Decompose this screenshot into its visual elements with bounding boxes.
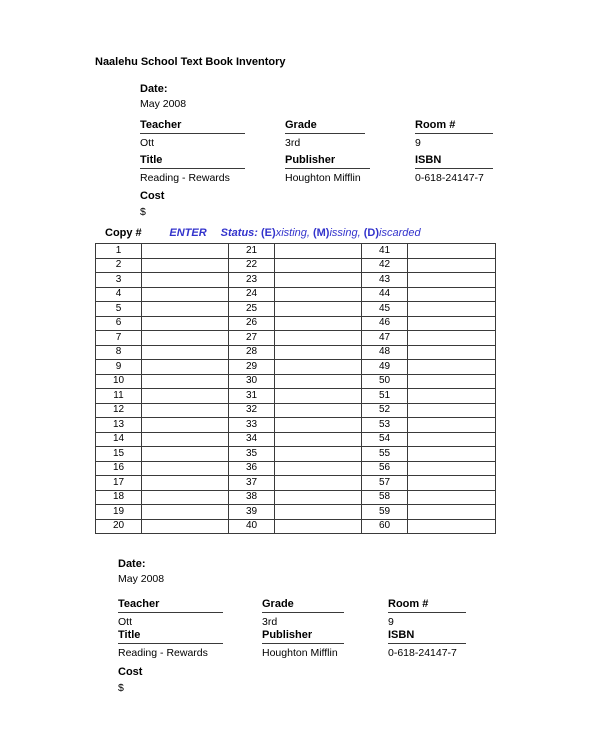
copy-number-cell: 10 <box>96 374 142 389</box>
document-title: Naalehu School Text Book Inventory <box>95 56 286 68</box>
copy-number-cell: 15 <box>96 447 142 462</box>
copy-number-header: Copy # <box>105 227 142 239</box>
copy-number-cell: 1 <box>96 244 142 259</box>
status-entry-cell[interactable] <box>142 244 229 259</box>
status-entry-cell[interactable] <box>275 418 362 433</box>
legend-status: Status: <box>220 227 258 239</box>
copy-number-cell: 55 <box>362 447 408 462</box>
status-entry-cell[interactable] <box>275 519 362 534</box>
copy-number-cell: 2 <box>96 258 142 273</box>
table-row <box>96 389 496 404</box>
isbn-field-top <box>415 154 493 184</box>
isbn-label: ISBN <box>415 154 493 169</box>
copy-number-cell: 50 <box>362 374 408 389</box>
copy-number-cell: 7 <box>96 331 142 346</box>
table-row <box>96 461 496 476</box>
isbn-value: 0-618-24147-7 <box>388 647 457 659</box>
table-row <box>96 273 496 288</box>
table-row <box>96 345 496 360</box>
copy-number-cell: 52 <box>362 403 408 418</box>
cost-value-top: $ <box>140 206 146 218</box>
copy-number-cell: 30 <box>229 374 275 389</box>
legend-discarded-rest: iscarded <box>379 227 421 239</box>
table-row <box>96 432 496 447</box>
grade-label: Grade <box>285 119 365 134</box>
copy-number-cell: 54 <box>362 432 408 447</box>
status-entry-cell[interactable] <box>408 345 496 360</box>
status-entry-cell[interactable] <box>275 403 362 418</box>
teacher-value: Ott <box>140 137 155 149</box>
status-entry-cell[interactable] <box>408 258 496 273</box>
status-entry-cell[interactable] <box>408 389 496 404</box>
legend-missing-rest: issing, <box>329 227 364 239</box>
status-entry-cell[interactable] <box>408 360 496 375</box>
copy-number-cell: 42 <box>362 258 408 273</box>
copy-number-cell: 44 <box>362 287 408 302</box>
status-entry-cell[interactable] <box>408 490 496 505</box>
legend-existing-rest: xisting, <box>275 227 313 239</box>
copy-number-cell: 60 <box>362 519 408 534</box>
copy-number-cell: 33 <box>229 418 275 433</box>
copy-number-cell: 3 <box>96 273 142 288</box>
status-entry-cell[interactable] <box>142 490 229 505</box>
copy-table-body <box>96 244 496 534</box>
table-row <box>96 287 496 302</box>
copy-number-cell: 6 <box>96 316 142 331</box>
status-entry-cell[interactable] <box>275 273 362 288</box>
status-entry-cell[interactable] <box>142 447 229 462</box>
status-entry-cell[interactable] <box>408 476 496 491</box>
copy-number-cell: 59 <box>362 505 408 520</box>
room-field-bottom <box>388 598 466 628</box>
title-field-top <box>140 154 245 184</box>
isbn-label: ISBN <box>388 629 466 644</box>
copy-number-cell: 17 <box>96 476 142 491</box>
date-value-top: May 2008 <box>140 98 187 110</box>
status-entry-cell[interactable] <box>142 258 229 273</box>
copy-number-cell: 12 <box>96 403 142 418</box>
teacher-label: Teacher <box>118 598 223 613</box>
table-row <box>96 244 496 259</box>
table-row <box>96 447 496 462</box>
copy-number-cell: 28 <box>229 345 275 360</box>
status-entry-cell[interactable] <box>408 316 496 331</box>
legend-enter: ENTER <box>169 227 207 239</box>
copy-number-cell: 38 <box>229 490 275 505</box>
publisher-label: Publisher <box>285 154 370 169</box>
copy-number-cell: 16 <box>96 461 142 476</box>
status-entry-cell[interactable] <box>142 273 229 288</box>
copy-number-cell: 5 <box>96 302 142 317</box>
copy-number-cell: 27 <box>229 331 275 346</box>
status-entry-cell[interactable] <box>275 302 362 317</box>
status-entry-cell[interactable] <box>142 331 229 346</box>
table-row <box>96 374 496 389</box>
status-entry-cell[interactable] <box>142 374 229 389</box>
publisher-value: Houghton Mifflin <box>285 172 361 184</box>
copy-number-cell: 22 <box>229 258 275 273</box>
publisher-label: Publisher <box>262 629 344 644</box>
room-label: Room # <box>415 119 493 134</box>
status-entry-cell[interactable] <box>275 389 362 404</box>
status-entry-cell[interactable] <box>408 403 496 418</box>
copy-number-cell: 21 <box>229 244 275 259</box>
table-row <box>96 490 496 505</box>
copy-number-cell: 19 <box>96 505 142 520</box>
status-legend <box>95 227 495 239</box>
teacher-field-top <box>140 119 245 149</box>
copy-number-cell: 35 <box>229 447 275 462</box>
copy-number-cell: 23 <box>229 273 275 288</box>
copy-number-cell: 56 <box>362 461 408 476</box>
status-entry-cell[interactable] <box>408 302 496 317</box>
teacher-label: Teacher <box>140 119 245 134</box>
status-entry-cell[interactable] <box>142 302 229 317</box>
grade-field-bottom <box>262 598 344 628</box>
status-entry-cell[interactable] <box>408 331 496 346</box>
copy-number-cell: 34 <box>229 432 275 447</box>
status-entry-cell[interactable] <box>142 519 229 534</box>
copy-number-cell: 58 <box>362 490 408 505</box>
copy-inventory-table <box>95 243 496 534</box>
room-field-top <box>415 119 493 149</box>
publisher-field-top <box>285 154 370 184</box>
copy-number-cell: 39 <box>229 505 275 520</box>
publisher-field-bottom <box>262 629 344 659</box>
status-entry-cell[interactable] <box>275 258 362 273</box>
status-entry-cell[interactable] <box>408 244 496 259</box>
cost-label-bottom: Cost <box>118 666 143 678</box>
grade-field-top <box>285 119 365 149</box>
status-entry-cell[interactable] <box>275 432 362 447</box>
table-row <box>96 302 496 317</box>
table-row <box>96 331 496 346</box>
status-entry-cell[interactable] <box>142 432 229 447</box>
copy-number-cell: 46 <box>362 316 408 331</box>
status-entry-cell[interactable] <box>275 316 362 331</box>
grade-value: 3rd <box>262 616 278 628</box>
status-entry-cell[interactable] <box>142 316 229 331</box>
copy-number-cell: 47 <box>362 331 408 346</box>
table-row <box>96 258 496 273</box>
isbn-value: 0-618-24147-7 <box>415 172 484 184</box>
date-label-bottom: Date: <box>118 558 146 570</box>
status-entry-cell[interactable] <box>275 505 362 520</box>
table-row <box>96 403 496 418</box>
status-entry-cell[interactable] <box>408 505 496 520</box>
date-label-top: Date: <box>140 83 168 95</box>
copy-number-cell: 8 <box>96 345 142 360</box>
copy-number-cell: 4 <box>96 287 142 302</box>
copy-number-cell: 31 <box>229 389 275 404</box>
table-row <box>96 418 496 433</box>
grade-value: 3rd <box>285 137 301 149</box>
status-entry-cell[interactable] <box>275 374 362 389</box>
status-entry-cell[interactable] <box>408 461 496 476</box>
copy-number-cell: 14 <box>96 432 142 447</box>
teacher-field-bottom <box>118 598 223 628</box>
status-entry-cell[interactable] <box>275 345 362 360</box>
copy-number-cell: 57 <box>362 476 408 491</box>
copy-number-cell: 49 <box>362 360 408 375</box>
table-row <box>96 505 496 520</box>
status-entry-cell[interactable] <box>275 461 362 476</box>
status-entry-cell[interactable] <box>142 345 229 360</box>
status-entry-cell[interactable] <box>142 461 229 476</box>
status-entry-cell[interactable] <box>142 389 229 404</box>
cost-label-top: Cost <box>140 190 165 202</box>
table-row <box>96 476 496 491</box>
isbn-field-bottom <box>388 629 466 659</box>
copy-number-cell: 11 <box>96 389 142 404</box>
copy-number-cell: 32 <box>229 403 275 418</box>
copy-number-cell: 24 <box>229 287 275 302</box>
publisher-value: Houghton Mifflin <box>262 647 338 659</box>
status-entry-cell[interactable] <box>275 447 362 462</box>
status-entry-cell[interactable] <box>275 490 362 505</box>
legend-discarded-key: (D) <box>363 227 380 239</box>
status-entry-cell[interactable] <box>142 505 229 520</box>
title-label: Title <box>140 154 245 169</box>
teacher-value: Ott <box>118 616 133 628</box>
room-label: Room # <box>388 598 466 613</box>
copy-number-cell: 13 <box>96 418 142 433</box>
status-entry-cell[interactable] <box>275 476 362 491</box>
title-field-bottom <box>118 629 223 659</box>
status-entry-cell[interactable] <box>142 403 229 418</box>
copy-number-cell: 20 <box>96 519 142 534</box>
table-row <box>96 519 496 534</box>
table-row <box>96 360 496 375</box>
table-row <box>96 316 496 331</box>
copy-number-cell: 36 <box>229 461 275 476</box>
copy-number-cell: 37 <box>229 476 275 491</box>
status-entry-cell[interactable] <box>142 287 229 302</box>
title-label: Title <box>118 629 223 644</box>
copy-number-cell: 26 <box>229 316 275 331</box>
title-value: Reading - Rewards <box>140 172 230 184</box>
copy-number-cell: 18 <box>96 490 142 505</box>
room-value: 9 <box>415 137 421 149</box>
grade-label: Grade <box>262 598 344 613</box>
status-entry-cell[interactable] <box>275 287 362 302</box>
legend-missing-key: (M) <box>312 227 330 239</box>
copy-number-cell: 40 <box>229 519 275 534</box>
status-entry-cell[interactable] <box>275 331 362 346</box>
copy-number-cell: 51 <box>362 389 408 404</box>
copy-number-cell: 48 <box>362 345 408 360</box>
copy-number-cell: 25 <box>229 302 275 317</box>
status-entry-cell[interactable] <box>142 476 229 491</box>
status-entry-cell[interactable] <box>408 273 496 288</box>
copy-number-cell: 45 <box>362 302 408 317</box>
copy-number-cell: 41 <box>362 244 408 259</box>
status-entry-cell[interactable] <box>408 374 496 389</box>
status-entry-cell[interactable] <box>142 418 229 433</box>
status-entry-cell[interactable] <box>408 418 496 433</box>
cost-value-bottom: $ <box>118 682 124 694</box>
legend-existing-key: (E) <box>261 227 276 239</box>
copy-number-cell: 43 <box>362 273 408 288</box>
status-entry-cell[interactable] <box>408 447 496 462</box>
status-entry-cell[interactable] <box>408 519 496 534</box>
status-entry-cell[interactable] <box>142 360 229 375</box>
status-entry-cell[interactable] <box>275 360 362 375</box>
copy-number-cell: 9 <box>96 360 142 375</box>
room-value: 9 <box>388 616 394 628</box>
status-entry-cell[interactable] <box>408 432 496 447</box>
date-value-bottom: May 2008 <box>118 573 165 585</box>
title-value: Reading - Rewards <box>118 647 208 659</box>
copy-number-cell: 29 <box>229 360 275 375</box>
status-entry-cell[interactable] <box>408 287 496 302</box>
status-entry-cell[interactable] <box>275 244 362 259</box>
copy-number-cell: 53 <box>362 418 408 433</box>
